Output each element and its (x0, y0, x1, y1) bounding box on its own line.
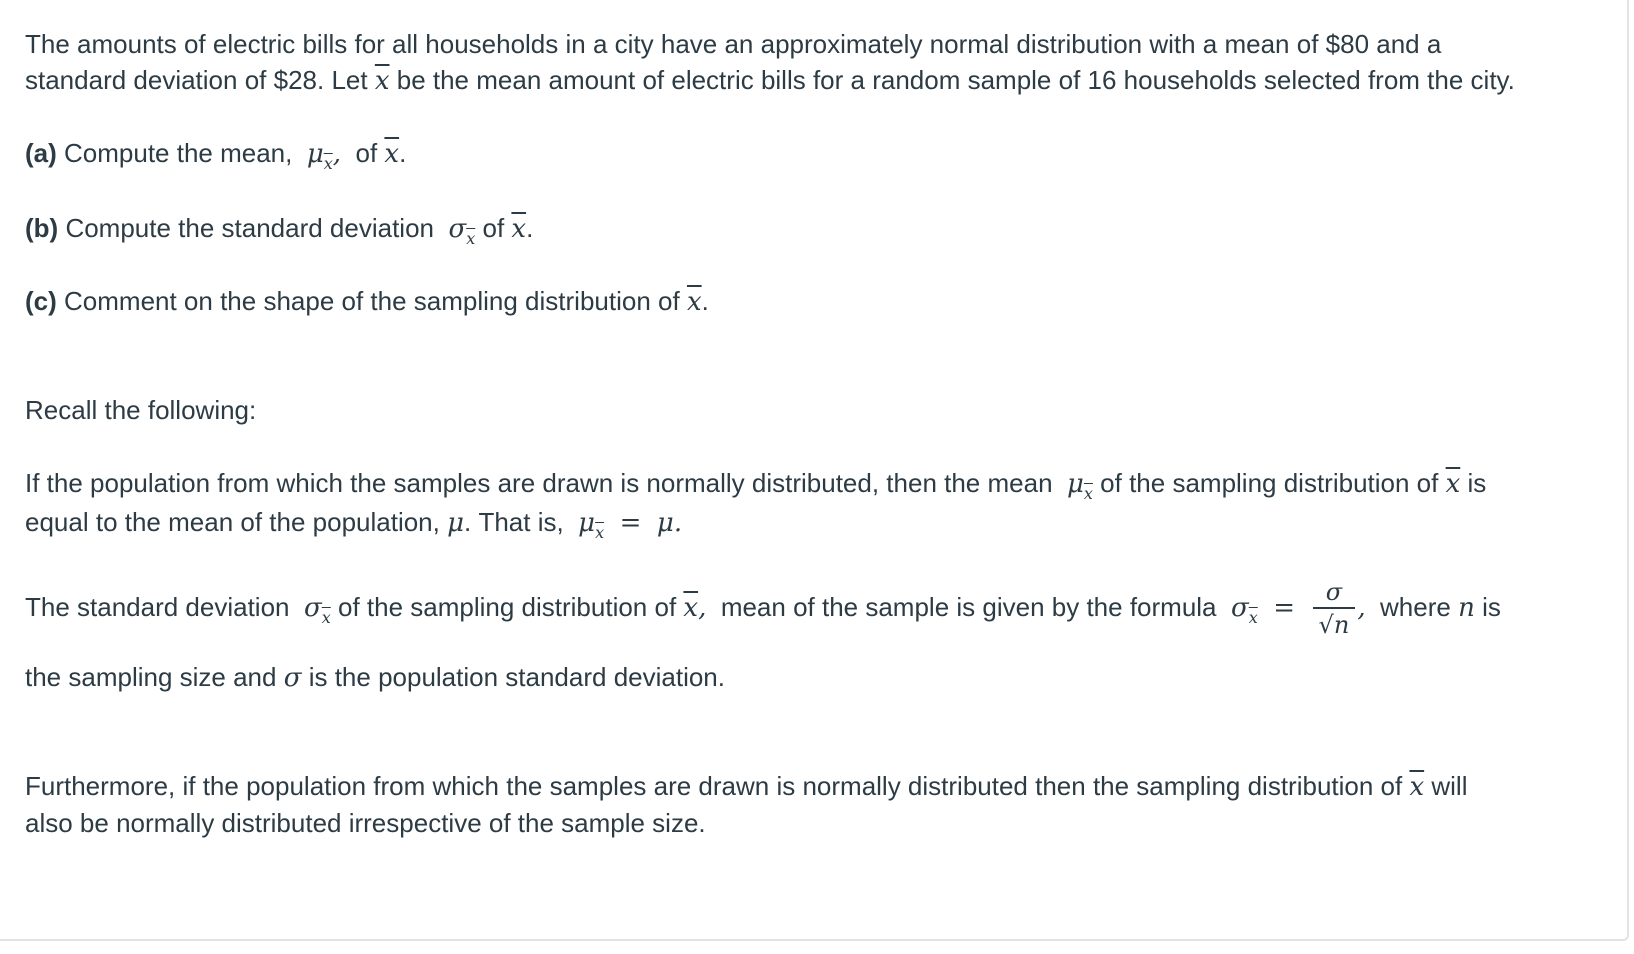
recall-sd-line-2: the sampling size and σ is the population standard deviation. (25, 662, 725, 693)
sd-formula-fraction: $\frac{\sigma}{√n}$ (1313, 577, 1356, 641)
part-a: (a) Compute the mean, $\mu_{\overline{x}}$, of $\overline{x}$. (25, 138, 407, 173)
recall-sd-line-1: The standard deviation $\sigma_{\overline{x}}$ of the sampling distribution of $\overline{x}$, mean of the sample is given by the formula $\sigma_{\overline{x}}$ = $\frac{\sigma}{√n}$ , where n is (25, 578, 1501, 640)
recall-further-line-1: Furthermore, if the population from which the samples are drawn is normally distributed then the sampling distribution of $\overline{x}$ will (25, 771, 1468, 802)
part-b: (b) Compute the standard deviation $\sigma_{\overline{x}}$ of $\overline{x}$. (25, 213, 534, 248)
problem-statement-line-2: standard deviation of $28. Let $\overline{x}$ be the mean amount of electric bills for a random sample of 16 households selected from the city. (25, 65, 1515, 96)
problem-statement-line-1: The amounts of electric bills for all households in a city have an approximately normal distribution with a mean of $80 and a (25, 29, 1442, 59)
recall-mean-line-2: equal to the mean of the population, μ. That is, $\mu_{\overline{x}} = \mu$. (25, 507, 683, 542)
part-c: (c) Comment on the shape of the sampling distribution of $\overline{x}$. (25, 286, 709, 317)
recall-heading: Recall the following: (25, 395, 257, 425)
recall-further-line-2: also be normally distributed irrespective of the sample size. (25, 808, 706, 838)
recall-mean-line-1: If the population from which the samples are drawn is normally distributed, then the mean $\mu_{\overline{x}}$ of the sampling distribution of $\overline{x}$ is (25, 468, 1487, 503)
